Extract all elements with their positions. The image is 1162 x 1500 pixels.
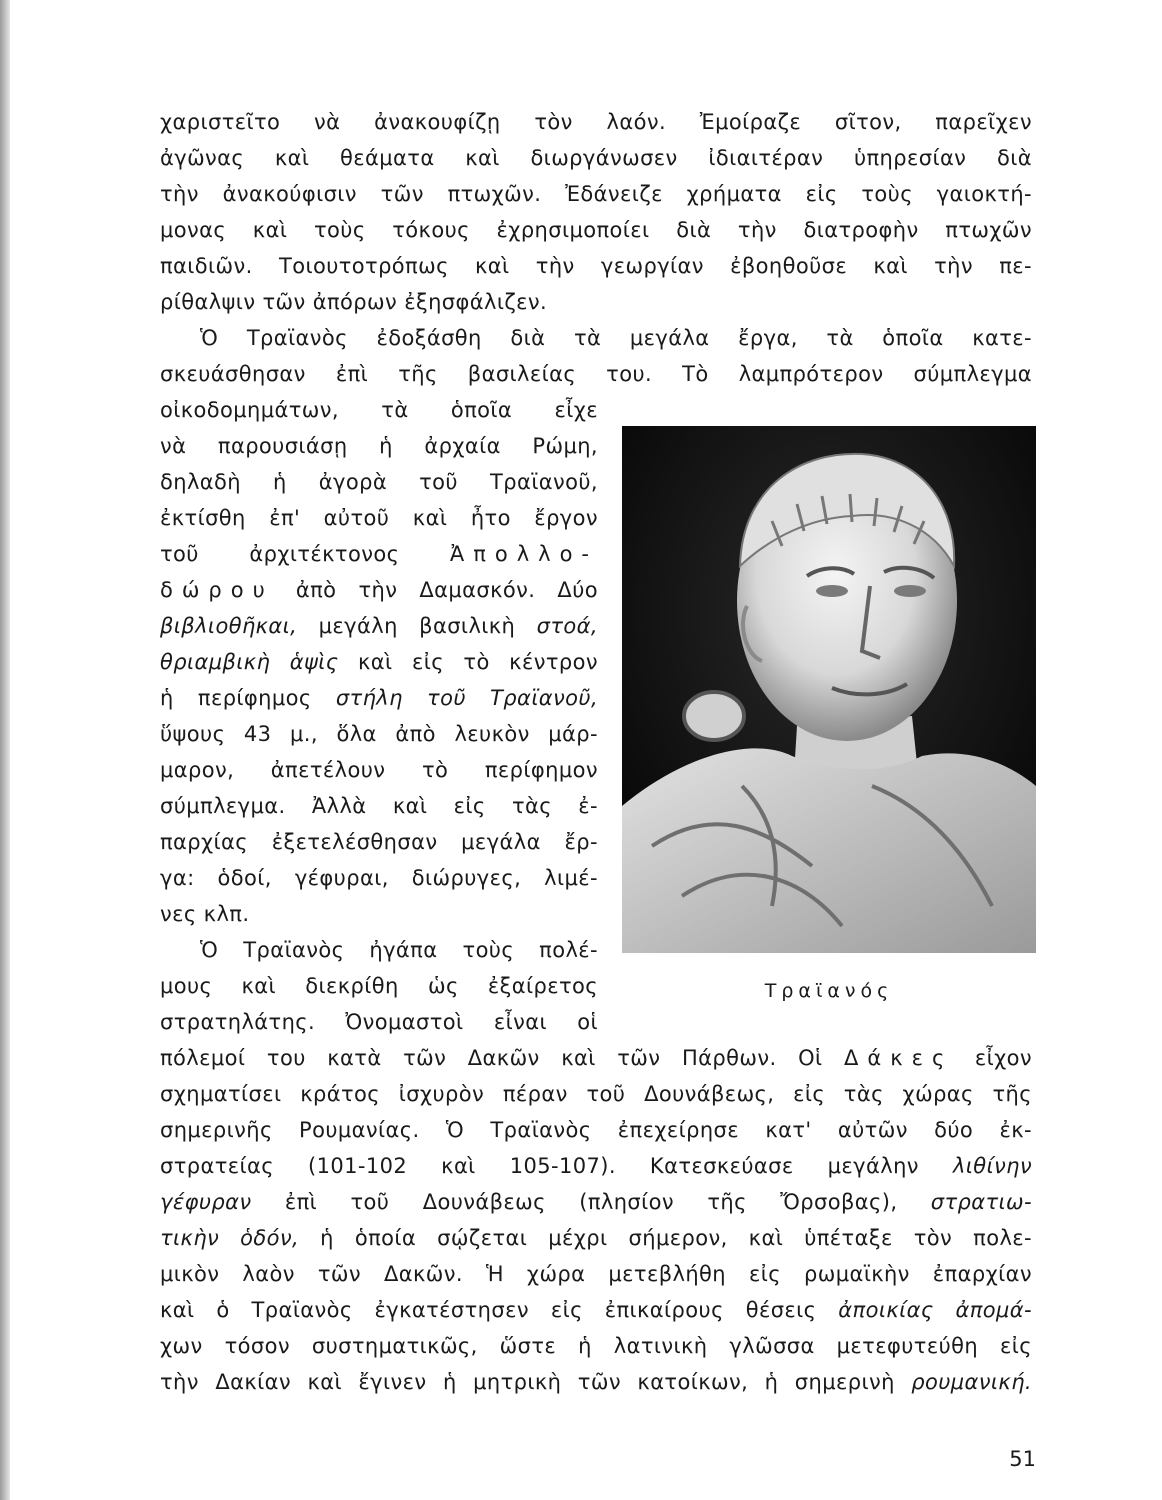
text-line: παιδιῶν. Τοιουτοτρόπως καὶ τὴν γεωργίαν ἐβοηθοῦσε καὶ τὴν πε- <box>160 254 1032 278</box>
text-run: πόλεμοί του κατὰ τῶν Δακῶν καὶ τῶν Πάρθων. Οἱ <box>160 1046 823 1070</box>
scan-edge-shadow <box>0 0 10 1500</box>
page-number: 51 <box>1009 1447 1036 1471</box>
text-line: σύμπλεγμα. Ἀλλὰ καὶ εἰς τὰς ἐ- <box>160 794 598 818</box>
text-line: μικὸν λαὸν τῶν Δακῶν. Ἡ χώρα μετεβλήθη εἰς ρωμαϊκὴν ἐπαρχίαν <box>160 1262 1032 1286</box>
text-run: εἶχον <box>974 1046 1033 1070</box>
text-line: νες κλπ. <box>160 902 250 926</box>
italic-term: τικὴν ὁδόν, <box>160 1226 300 1250</box>
spaced-name: δώρου <box>160 578 274 602</box>
text-line <box>160 572 598 608</box>
text-run: μεγάλη βασιλικὴ <box>318 614 516 638</box>
text-line <box>160 680 598 716</box>
italic-term: στοά, <box>536 614 598 638</box>
text-run: ἡ ὁποία σῴζεται μέχρι σήμερον, καὶ ὑπέταξε τὸν πολε- <box>320 1226 1032 1250</box>
italic-term: βιβλιοθῆκαι, <box>160 614 298 638</box>
text-line <box>160 536 598 572</box>
text-line: δηλαδὴ ἡ ἀγορὰ τοῦ Τραϊανοῦ, <box>160 470 598 494</box>
text-run: καὶ ὁ Τραϊανὸς ἐγκατέστησεν εἰς ἐπικαίρους θέσεις <box>160 1298 817 1322</box>
text-line: ὕψους 43 μ., ὅλα ἀπὸ λευκὸν μάρ- <box>160 722 598 746</box>
paragraph-start-line: Ὁ Τραϊανὸς ἠγάπα τοὺς πολέ- <box>200 938 598 962</box>
italic-term: θριαμβικὴ ἁψὶς <box>160 650 339 674</box>
spaced-name: Ἀπολλο- <box>449 542 598 566</box>
text-line: χων τόσον συστηματικῶς, ὥστε ἡ λατινικὴ γλῶσσα μετεφυτεύθη εἰς <box>160 1334 1032 1358</box>
text-line: γα: ὁδοί, γέφυραι, διώρυγες, λιμέ- <box>160 866 598 890</box>
bust-photo <box>622 426 1036 953</box>
text-line: ἀγῶνας καὶ θεάματα καὶ διωργάνωσεν ἰδιαιτέραν ὑπηρεσίαν διὰ <box>160 146 1032 170</box>
italic-term: λιθίνην <box>952 1154 1032 1178</box>
text-line: σχηματίσει κράτος ἰσχυρὸν πέραν τοῦ Δουνάβεως, εἰς τὰς χώρας τῆς <box>160 1082 1032 1106</box>
text-line: χαριστεῖτο νὰ ἀνακουφίζῃ τὸν λαόν. Ἐμοίραζε σῖτον, παρεῖχεν <box>160 110 1032 134</box>
figure-caption: Τραϊανός <box>764 980 894 1002</box>
text-line: μους καὶ διεκρίθη ὡς ἐξαίρετος <box>160 974 598 998</box>
text-line: στρατηλάτης. Ὀνομαστοὶ εἶναι οἱ <box>160 1010 598 1034</box>
text-line: παρχίας ἐξετελέσθησαν μεγάλα ἔρ- <box>160 830 598 854</box>
text-run: ἀπὸ τὴν Δαμασκόν. Δύο <box>295 578 598 602</box>
text-line: σκευάσθησαν ἐπὶ τῆς βασιλείας του. Τὸ λαμπρότερον σύμπλεγμα <box>160 362 1032 386</box>
bust-illustration <box>622 426 1036 953</box>
text-line: ρίθαλψιν τῶν ἀπόρων ἐξησφάλιζεν. <box>160 290 548 314</box>
italic-term: στήλη τοῦ Τραϊανοῦ, <box>335 686 599 710</box>
text-line: ἐκτίσθη ἐπ' αὐτοῦ καὶ ἦτο ἔργον <box>160 506 598 530</box>
text-line: οἰκοδομημάτων, τὰ ὁποῖα εἶχε <box>160 398 598 422</box>
text-line: μονας καὶ τοὺς τόκους ἐχρησιμοποίει διὰ τὴν διατροφὴν πτωχῶν <box>160 218 1032 242</box>
text-line: μαρον, ἀπετέλουν τὸ περίφημον <box>160 758 598 782</box>
text-line: τὴν ἀνακούφισιν τῶν πτωχῶν. Ἐδάνειζε χρήματα εἰς τοὺς γαιοκτή- <box>160 182 1032 206</box>
text-line <box>160 1220 1032 1256</box>
text-line <box>160 608 598 644</box>
italic-term: ρουμανική. <box>911 1370 1032 1394</box>
spaced-name: Δάκες <box>844 1046 954 1070</box>
text-line <box>160 1040 1032 1076</box>
text-line <box>160 1364 1032 1400</box>
text-line: νὰ παρουσιάσῃ ἡ ἀρχαία Ρώμη, <box>160 434 598 458</box>
text-line <box>160 644 598 680</box>
text-line <box>160 1184 1032 1220</box>
text-run: τὴν Δακίαν καὶ ἔγινεν ἡ μητρικὴ τῶν κατοίκων, ἡ σημερινὴ <box>160 1370 895 1394</box>
paragraph-start-line: Ὁ Τραϊανὸς ἐδοξάσθη διὰ τὰ μεγάλα ἔργα, τὰ ὁποῖα κατε- <box>200 326 1032 350</box>
italic-term: στρατιω- <box>930 1190 1033 1214</box>
text-run: στρατείας (101-102 καὶ 105-107). Κατεσκεύασε μεγάλην <box>160 1154 919 1178</box>
text-run: τοῦ ἀρχιτέκτονος <box>160 542 400 566</box>
text-run: ἐπὶ τοῦ Δουνάβεως (πλησίον τῆς Ὄρσοβας), <box>284 1190 898 1214</box>
italic-term: ἀποικίας ἀπομά- <box>838 1298 1032 1322</box>
text-line <box>160 1148 1032 1184</box>
text-run: καὶ εἰς τὸ κέντρον <box>357 650 598 674</box>
text-line: σημερινῆς Ρουμανίας. Ὁ Τραϊανὸς ἐπεχείρησε κατ' αὐτῶν δύο ἐκ- <box>160 1118 1032 1142</box>
italic-term: γέφυραν <box>160 1190 252 1214</box>
text-line <box>160 1292 1032 1328</box>
text-run: ἡ περίφημος <box>160 686 312 710</box>
